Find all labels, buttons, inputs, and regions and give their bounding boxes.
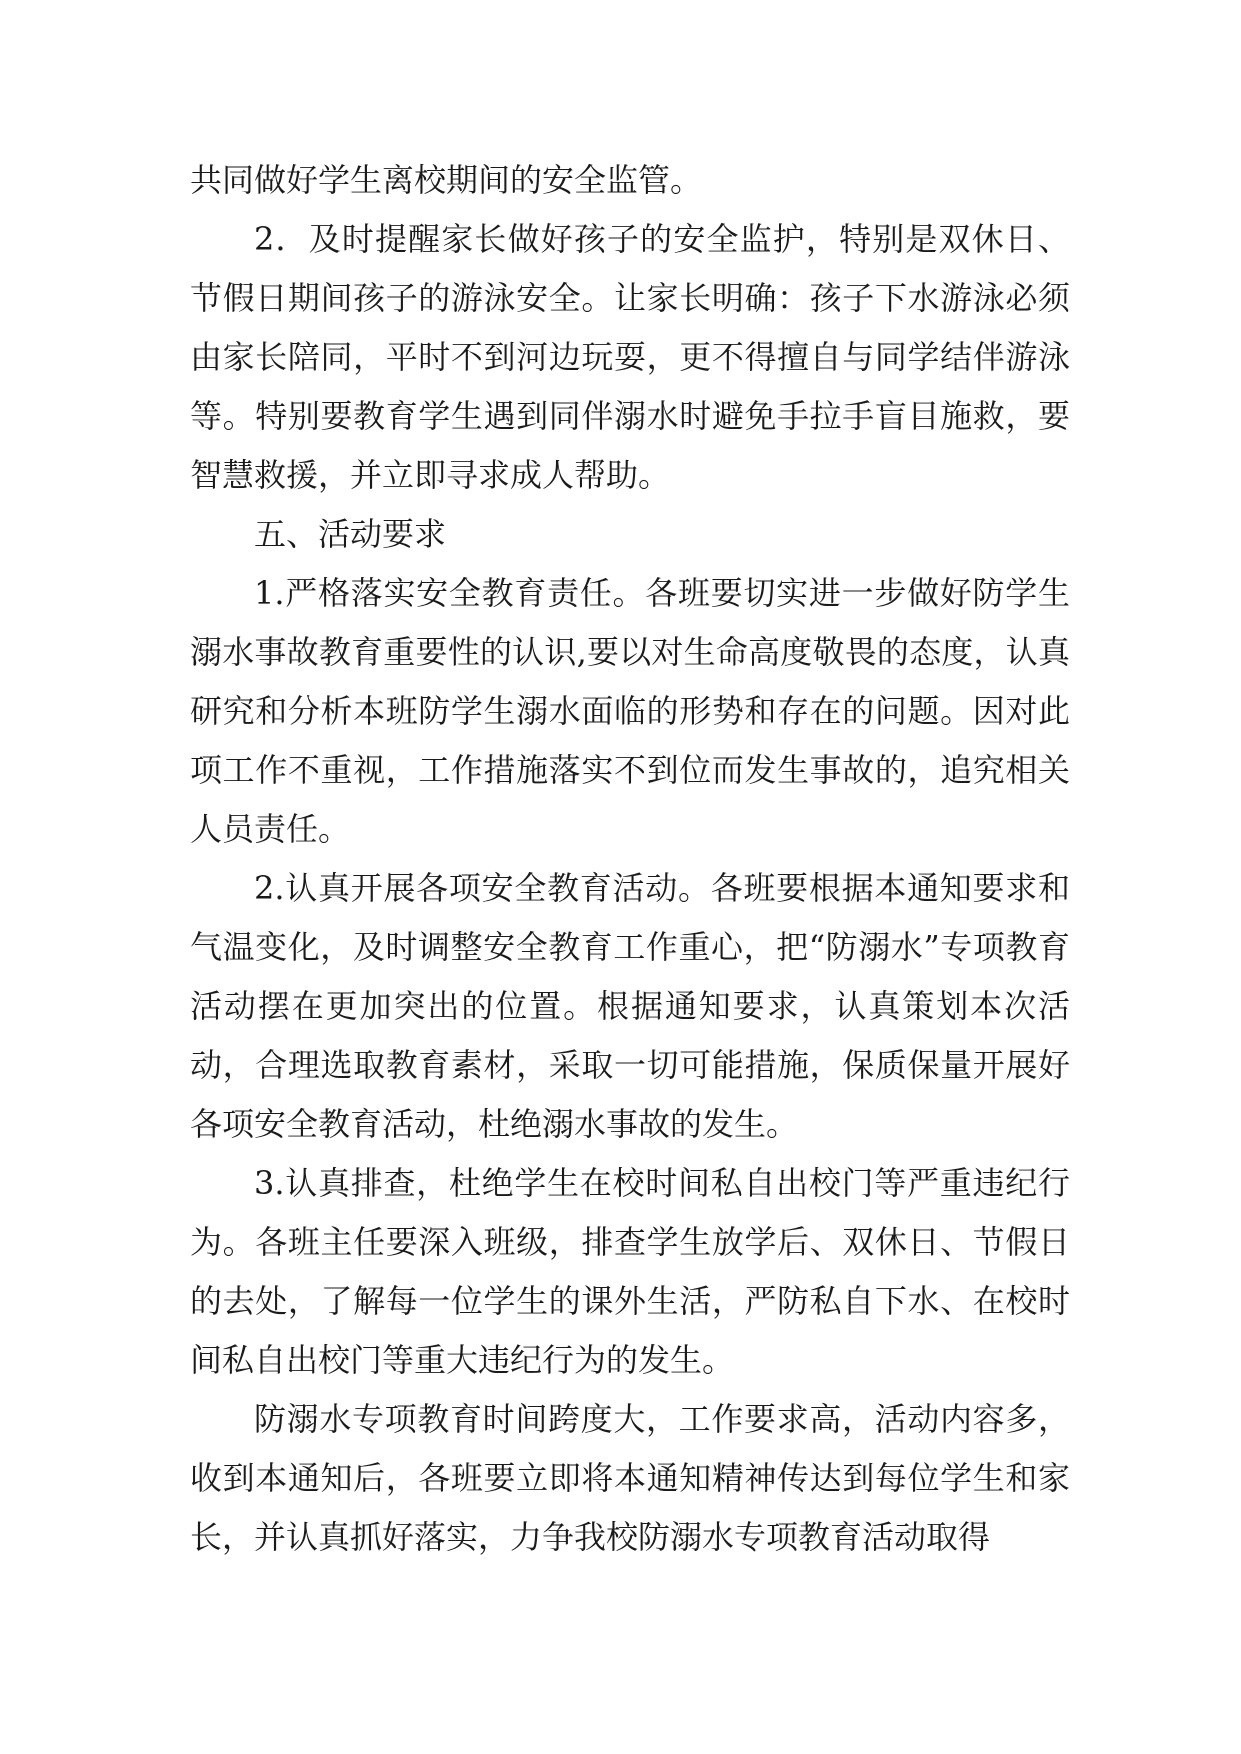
paragraph-closing: 防溺水专项教育时间跨度大，工作要求高，活动内容多，收到本通知后，各班要立即将本通知精神传达到每位学生和家长，并认真抓好落实，力争我校防溺水专项教育活动取得 [190, 1400, 1070, 1556]
section-heading-activity-requirements: 五、活动要求 [254, 515, 447, 553]
paragraph-requirement-3: 3.认真排查，杜绝学生在校时间私自出校门等严重违纪行为。各班主任要深入班级，排查学生放学后、双休日、节假日的去处，了解每一位学生的课外生活，严防私自下水、在校时间私自出校门等重大违纪行为的发生。 [190, 1164, 1070, 1379]
document-body [190, 151, 1070, 1567]
paragraph-parent-reminder: 2．及时提醒家长做好孩子的安全监护，特别是双休日、节假日期间孩子的游泳安全。让家长明确：孩子下水游泳必须由家长陪同，平时不到河边玩耍，更不得擅自与同学结伴游泳等。特别要教育学生遇到同伴溺水时避免手拉手盲目施救，要智慧救援，并立即寻求成人帮助。 [190, 220, 1070, 494]
paragraph-continuation: 共同做好学生离校期间的安全监管。 [190, 161, 703, 199]
paragraph-requirement-1: 1.严格落实安全教育责任。各班要切实进一步做好防学生溺水事故教育重要性的认识,要以对生命高度敬畏的态度，认真研究和分析本班防学生溺水面临的形势和存在的问题。因对此项工作不重视，工作措施落实不到位而发生事故的，追究相关人员责任。 [190, 574, 1070, 848]
paragraph-requirement-2: 2.认真开展各项安全教育活动。各班要根据本通知要求和气温变化，及时调整安全教育工作重心，把“防溺水”专项教育活动摆在更加突出的位置。根据通知要求，认真策划本次活动，合理选取教育素材，采取一切可能措施，保质保量开展好各项安全教育活动，杜绝溺水事故的发生。 [190, 869, 1070, 1143]
